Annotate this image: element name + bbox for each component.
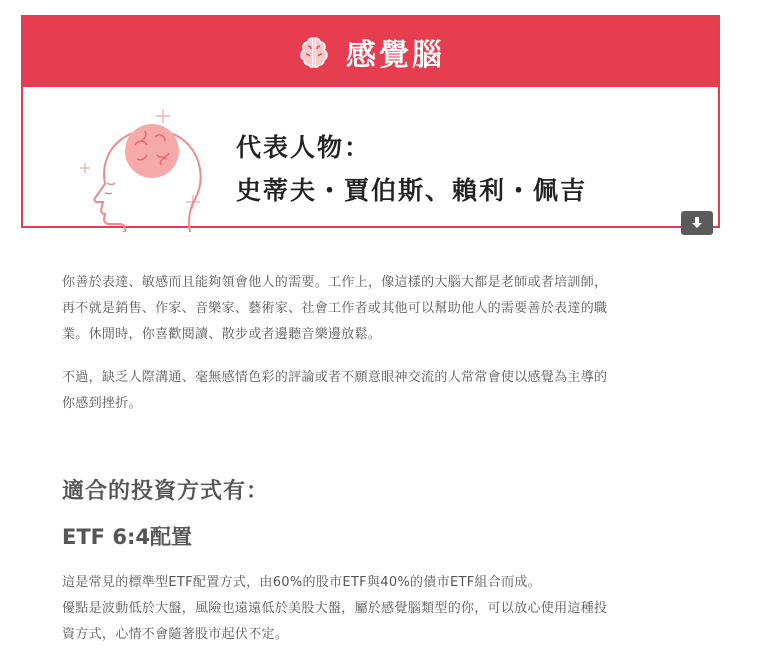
text-line: 你善於表達、敏感而且能夠領會他人的需要。工作上，像這樣的大腦大都是老師或者培訓師， xyxy=(62,275,608,290)
text-line: 再不就是銷售、作家、音樂家、藝術家、社會工作者或其他可以幫助他人的需要善於表達的職 xyxy=(62,301,608,316)
banner-body xyxy=(23,87,718,226)
etf-heading: ETF 6:4配置 xyxy=(62,525,192,549)
representatives-label: 代表人物： xyxy=(236,133,372,162)
text-line: 你感到挫折。 xyxy=(62,396,142,411)
text-line: 優點是波動低於大盤，風險也遠遠低於美股大盤，屬於感覺腦類型的你，可以放心使用這種投 xyxy=(62,601,608,616)
download-icon xyxy=(690,216,704,230)
text-line: 不過，缺乏人際溝通、毫無感情色彩的評論或者不願意眼神交流的人常常會使以感覺為主導的 xyxy=(62,370,608,385)
brain-type-banner xyxy=(21,15,720,228)
banner-title: 感覺腦 xyxy=(346,38,445,73)
description-paragraph xyxy=(62,270,702,348)
representatives-names: 史蒂夫・賈伯斯、賴利・佩吉 xyxy=(236,176,588,205)
investment-heading: 適合的投資方式有： xyxy=(62,479,270,504)
text-line: 業。休閒時，你喜歡閱讀、散步或者邊聽音樂邊放鬆。 xyxy=(62,327,382,342)
etf-paragraph xyxy=(62,570,702,648)
download-button[interactable] xyxy=(681,211,713,235)
frustration-paragraph xyxy=(62,365,702,417)
banner-header xyxy=(23,17,718,87)
text-line: 這是常見的標準型ETF配置方式，由60%的股市ETF與40%的債市ETF組合而成。 xyxy=(62,575,541,590)
brain-icon xyxy=(296,34,332,70)
head-illustration xyxy=(65,97,245,232)
text-line: 資方式，心情不會隨著股市起伏不定。 xyxy=(62,627,289,642)
